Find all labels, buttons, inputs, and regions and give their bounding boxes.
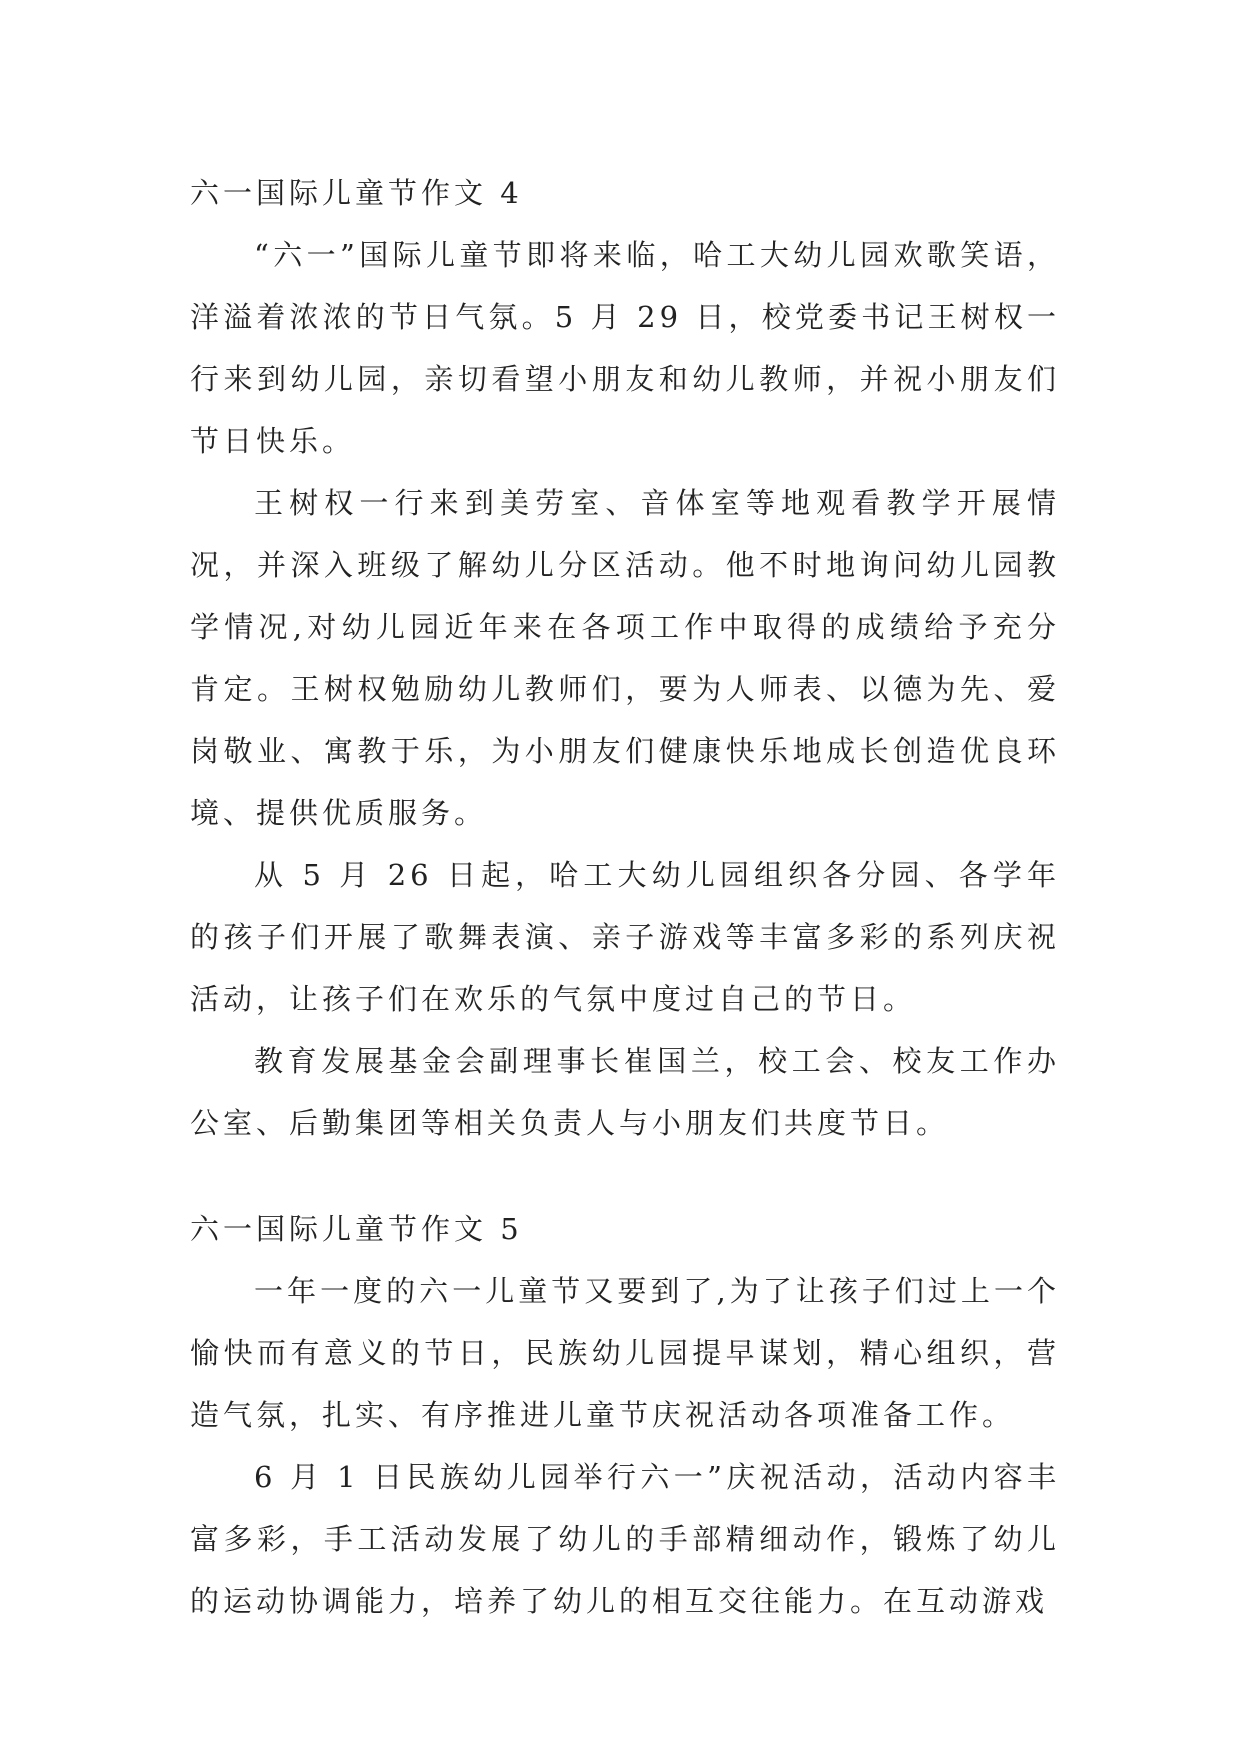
essay-section-5 <box>190 1198 1060 1632</box>
section-divider <box>190 1154 1060 1198</box>
section-title: 六一国际儿童节作文 5 <box>190 1212 523 1246</box>
section-title: 六一国际儿童节作文 4 <box>190 176 523 210</box>
paragraph: 王树权一行来到美劳室、音体室等地观看教学开展情况，并深入班级了解幼儿分区活动。他不时地询问幼儿园教学情况,对幼儿园近年来在各项工作中取得的成绩给予充分肯定。王树权勉励幼儿教师们，要为人师表、以德为先、爱岗敬业、寓教于乐，为小朋友们健康快乐地成长创造优良环境、提供优质服务。 <box>190 486 1060 830</box>
paragraph: 一年一度的六一儿童节又要到了,为了让孩子们过上一个愉快而有意义的节日，民族幼儿园提早谋划，精心组织，营造气氛，扎实、有序推进儿童节庆祝活动各项准备工作。 <box>190 1274 1060 1432</box>
essay-section-4 <box>190 162 1060 1154</box>
paragraph: 从 5 月 26 日起，哈工大幼儿园组织各分园、各学年的孩子们开展了歌舞表演、亲子游戏等丰富多彩的系列庆祝活动，让孩子们在欢乐的气氛中度过自己的节日。 <box>190 858 1060 1016</box>
paragraph: 6 月 1 日民族幼儿园举行六一”庆祝活动，活动内容丰富多彩，手工活动发展了幼儿的手部精细动作，锻炼了幼儿的运动协调能力，培养了幼儿的相互交往能力。在互动游戏 <box>190 1460 1060 1618</box>
paragraph: “六一”国际儿童节即将来临，哈工大幼儿园欢歌笑语，洋溢着浓浓的节日气氛。5 月 29 日，校党委书记王树权一行来到幼儿园，亲切看望小朋友和幼儿教师，并祝小朋友们节日快乐。 <box>190 238 1060 458</box>
document-body <box>190 162 1060 1632</box>
paragraph: 教育发展基金会副理事长崔国兰，校工会、校友工作办公室、后勤集团等相关负责人与小朋友们共度节日。 <box>190 1044 1060 1140</box>
